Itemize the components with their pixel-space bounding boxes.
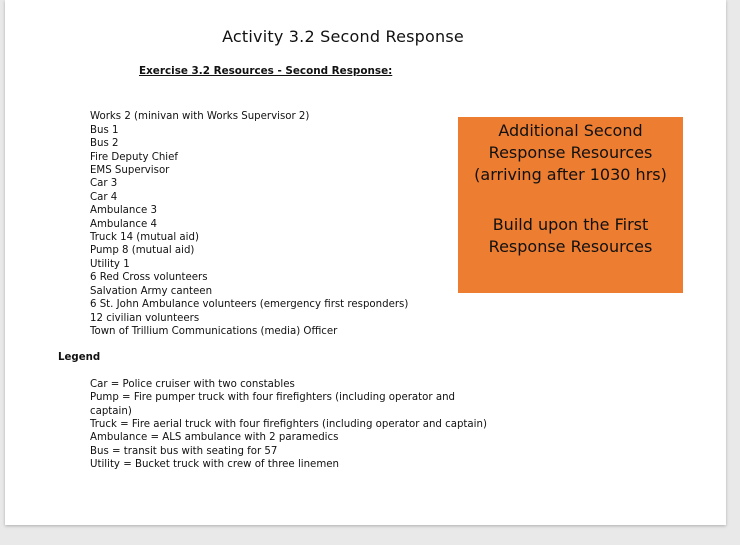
legend-list bbox=[90, 378, 490, 472]
callout-text-primary: Additional Second Response Resources (arriving after 1030 hrs) bbox=[474, 121, 667, 184]
slide-title: Activity 3.2 Second Response bbox=[222, 27, 464, 46]
legend-item: Pump = Fire pumper truck with four firefighters (including operator and captain) bbox=[90, 392, 455, 417]
resource-item: Bus 2 bbox=[90, 138, 119, 150]
legend-heading: Legend bbox=[58, 352, 101, 364]
document-excerpt bbox=[58, 65, 508, 472]
resource-item: Truck 14 (mutual aid) bbox=[90, 232, 199, 244]
legend-item: Bus = transit bus with seating for 57 bbox=[90, 445, 278, 457]
resource-item: Ambulance 4 bbox=[90, 218, 157, 230]
resource-item: Town of Trillium Communications (media) Officer bbox=[90, 325, 338, 337]
callout-text-secondary: Build upon the First Response Resources bbox=[488, 215, 653, 256]
resource-item: Utility 1 bbox=[90, 258, 130, 270]
resource-item: Works 2 (minivan with Works Supervisor 2) bbox=[90, 111, 310, 123]
resource-item: 6 St. John Ambulance volunteers (emergency first responders) bbox=[90, 299, 409, 311]
resource-item: Bus 1 bbox=[90, 124, 119, 136]
slide-page bbox=[5, 0, 726, 525]
legend-item: Car = Police cruiser with two constables bbox=[90, 378, 295, 390]
resource-item: Ambulance 3 bbox=[90, 205, 157, 217]
callout-box bbox=[458, 117, 683, 293]
resource-item: 6 Red Cross volunteers bbox=[90, 272, 208, 284]
resource-item: Car 3 bbox=[90, 178, 118, 190]
resource-item: 12 civilian volunteers bbox=[90, 312, 200, 324]
resource-item: Salvation Army canteen bbox=[90, 285, 213, 297]
legend-item: Truck = Fire aerial truck with four firefighters (including operator and captain) bbox=[90, 418, 487, 430]
legend-item: Utility = Bucket truck with crew of three linemen bbox=[90, 459, 339, 471]
resource-item: EMS Supervisor bbox=[90, 165, 170, 177]
resource-item: Pump 8 (mutual aid) bbox=[90, 245, 195, 257]
resource-list bbox=[90, 110, 508, 338]
legend-item: Ambulance = ALS ambulance with 2 paramedics bbox=[90, 432, 339, 444]
resource-item: Fire Deputy Chief bbox=[90, 151, 178, 163]
resource-item: Car 4 bbox=[90, 191, 118, 203]
exercise-heading: Exercise 3.2 Resources - Second Response: bbox=[139, 65, 393, 77]
